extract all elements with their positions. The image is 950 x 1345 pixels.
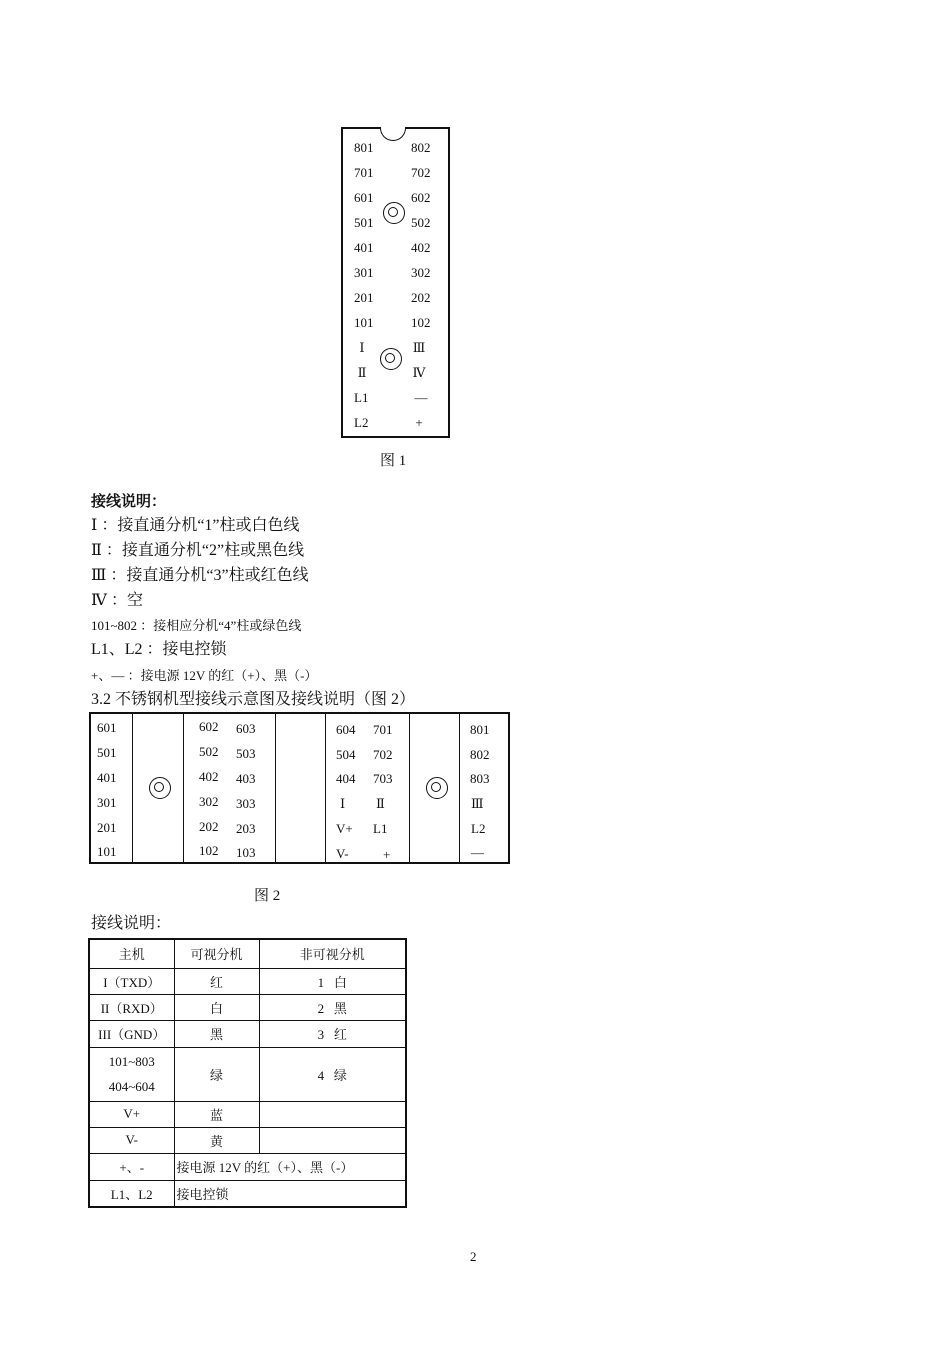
wiring-heading: 接线说明：: [91, 915, 172, 932]
table-row: [89, 968, 406, 994]
pin-label: 702: [411, 165, 431, 180]
pin-label: 302: [411, 265, 431, 280]
pin-label: 703: [373, 771, 393, 786]
pin-label: 301: [354, 265, 374, 280]
pin-label: L2: [354, 415, 369, 430]
pin-label: 803: [470, 771, 490, 786]
table-header-row: [89, 939, 406, 968]
figure-2-caption: 图 2: [254, 888, 281, 904]
merged-cell: 接电源 12V 的红（+）、黑（-）: [174, 1153, 406, 1180]
pin-label: V+: [336, 821, 353, 836]
terminal-number: 1: [317, 974, 325, 990]
wiring-line: Ⅰ ：接直通分机“1”柱或白色线: [91, 517, 300, 534]
pin-label: 402: [199, 769, 219, 784]
figure-1-connector-diagram: [341, 127, 450, 438]
host-range: 101~803: [108, 1054, 155, 1069]
pin-label: 601: [97, 720, 117, 735]
pin-label: 701: [354, 165, 374, 180]
visual-cell: 白: [174, 994, 259, 1020]
pin-label: Ⅲ: [412, 340, 426, 355]
pin-label: V-: [336, 846, 349, 861]
pin-label: L1: [373, 821, 388, 836]
host-cell: V+: [89, 1101, 174, 1127]
divider: [132, 714, 133, 862]
pin-label: 403: [236, 771, 256, 786]
pin-label: 303: [236, 796, 256, 811]
pin-label: 301: [97, 795, 117, 810]
connector-notch: [380, 127, 406, 141]
table-row: [89, 1127, 406, 1153]
wire-color: 黑: [333, 1000, 347, 1016]
section-title: 3.2 不锈钢机型接线示意图及接线说明（图 2）: [91, 691, 416, 708]
pin-label: +: [415, 415, 423, 430]
pin-label: 602: [199, 719, 219, 734]
pin-label: 401: [354, 240, 374, 255]
mounting-hole-icon: [426, 777, 448, 799]
pin-label: 603: [236, 721, 256, 736]
mounting-hole-icon: [149, 777, 171, 799]
wiring-table: [88, 938, 407, 1208]
pin-label: Ⅰ: [340, 796, 346, 811]
visual-cell: 红: [174, 968, 259, 994]
pin-label: 401: [97, 770, 117, 785]
pin-label: Ⅰ: [359, 340, 365, 355]
pin-label: +: [383, 847, 391, 862]
pin-label: 502: [411, 215, 431, 230]
pin-label: 503: [236, 746, 256, 761]
header-host: 主机: [89, 939, 174, 968]
wire-color: 绿: [333, 1067, 347, 1083]
pin-label: —: [414, 390, 428, 405]
wiring-heading: 接线说明：: [91, 494, 167, 510]
pin-label: 402: [411, 240, 431, 255]
wiring-line: +、— ：接电源 12V 的红（+）、黑（-）: [91, 668, 318, 683]
divider: [275, 714, 276, 862]
header-visual: 可视分机: [174, 939, 259, 968]
visual-cell: 黄: [174, 1127, 259, 1153]
pin-label: 203: [236, 821, 256, 836]
pin-label: 701: [373, 722, 393, 737]
divider: [183, 714, 184, 862]
pin-label: 101: [354, 315, 374, 330]
pin-label: 103: [236, 845, 256, 860]
merged-cell: 接电控锁: [174, 1180, 406, 1207]
host-cell: I（TXD）: [89, 968, 174, 994]
host-cell: [89, 1047, 174, 1101]
pin-label: 404: [336, 771, 356, 786]
pin-label: 601: [354, 190, 374, 205]
pin-label: 201: [97, 820, 117, 835]
wire-color: 白: [333, 974, 347, 990]
visual-cell: 绿: [174, 1047, 259, 1101]
divider: [409, 714, 410, 862]
figure-1-caption: 图 1: [380, 453, 407, 469]
table-row: [89, 994, 406, 1020]
pin-label: 501: [354, 215, 374, 230]
pin-label: 201: [354, 290, 374, 305]
visual-cell: 黑: [174, 1020, 259, 1047]
pin-label: Ⅳ: [412, 365, 426, 380]
wire-color: 红: [333, 1027, 347, 1042]
table-row: [89, 1153, 406, 1180]
wiring-line: Ⅲ ：接直通分机“3”柱或红色线: [91, 567, 309, 584]
pin-label: 501: [97, 745, 117, 760]
host-cell: +、-: [89, 1153, 174, 1180]
terminal-number: 4: [317, 1067, 325, 1083]
wiring-line: 101~802 ：接相应分机“4”柱或绿色线: [91, 618, 302, 633]
mounting-hole-icon: [380, 348, 402, 370]
pin-label: 102: [199, 843, 219, 858]
host-cell: III（GND）: [89, 1020, 174, 1047]
host-cell: V-: [89, 1127, 174, 1153]
non-visual-cell: [259, 994, 406, 1020]
host-cell: II（RXD）: [89, 994, 174, 1020]
header-non-visual: 非可视分机: [259, 939, 406, 968]
pin-label: 801: [354, 140, 374, 155]
pin-label: L1: [354, 390, 369, 405]
table-row: [89, 1101, 406, 1127]
non-visual-cell: [259, 1020, 406, 1047]
pin-label: 802: [470, 747, 490, 762]
pin-label: —: [471, 845, 484, 860]
pin-label: Ⅱ: [357, 365, 367, 380]
pin-label: 602: [411, 190, 431, 205]
pin-label: 102: [411, 315, 431, 330]
non-visual-cell: [259, 1047, 406, 1101]
pin-label: 502: [199, 744, 219, 759]
non-visual-cell: [259, 968, 406, 994]
pin-label: 702: [373, 747, 393, 762]
pin-label: 101: [97, 844, 117, 859]
pin-label: 202: [411, 290, 431, 305]
wiring-line: L1、L2 ：接电控锁: [91, 641, 227, 658]
pin-label: 202: [199, 819, 219, 834]
pin-label: 802: [411, 140, 431, 155]
visual-cell: 蓝: [174, 1101, 259, 1127]
table-row: [89, 1180, 406, 1207]
pin-label: 302: [199, 794, 219, 809]
figure-2-connector-diagram: [89, 712, 510, 864]
mounting-hole-icon: [383, 202, 405, 224]
wiring-line: Ⅳ ：空: [91, 592, 143, 609]
pin-label: 604: [336, 722, 356, 737]
table-row: [89, 1020, 406, 1047]
non-visual-cell: [259, 1101, 406, 1127]
divider: [459, 714, 460, 862]
pin-label: Ⅲ: [471, 796, 484, 811]
host-range: 404~604: [108, 1079, 155, 1094]
page-number: 2: [470, 1249, 477, 1264]
pin-label: Ⅱ: [376, 796, 385, 811]
pin-label: L2: [471, 821, 486, 836]
wiring-line: Ⅱ ：接直通分机“2”柱或黑色线: [91, 542, 305, 559]
host-cell: L1、L2: [89, 1180, 174, 1207]
table-row: [89, 1047, 406, 1101]
pin-label: 504: [336, 747, 356, 762]
divider: [325, 714, 326, 862]
terminal-number: 2: [317, 1000, 325, 1016]
terminal-number: 3: [317, 1027, 325, 1042]
pin-label: 801: [470, 722, 490, 737]
non-visual-cell: [259, 1127, 406, 1153]
